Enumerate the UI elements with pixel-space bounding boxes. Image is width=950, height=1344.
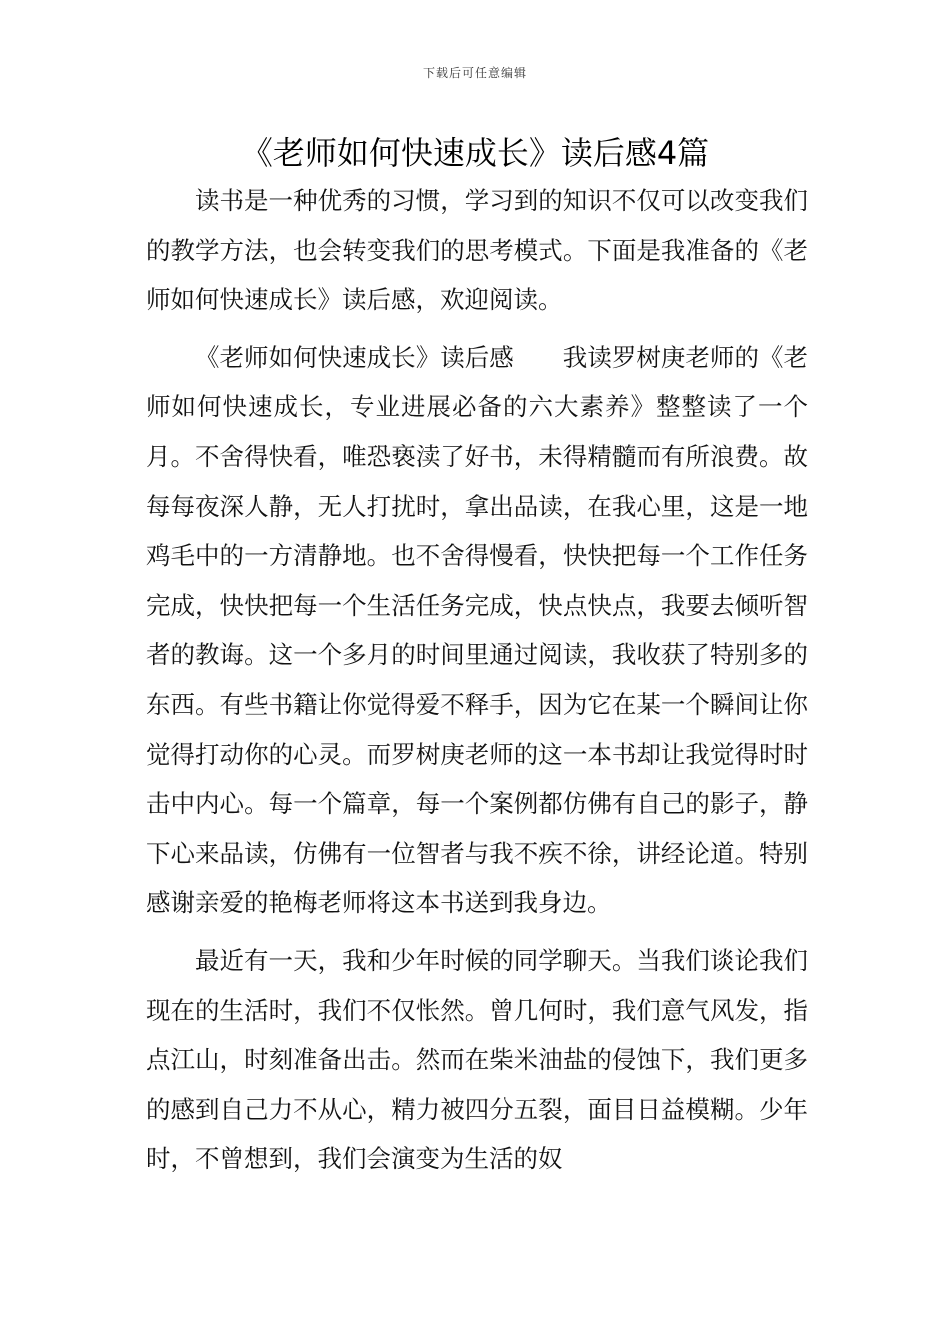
section-text: 我读罗树庚老师的《老师如何快速成长，专业进展必备的六大素养》整整读了一个月。不舍得快看，唯恐亵渎了好书，未得精髓而有所浪费。故每每夜深人静，无人打扰时，拿出品读，在我心里，这是一地鸡毛中的一方清静地。也不舍得慢看，快快把每一个工作任务完成，快快把每一个生活任务完成，快点快点，我要去倾听智者的教诲。这一个多月的时间里通过阅读，我收获了特别多的东西。有些书籍让你觉得爱不释手，因为它在某一个瞬间让你觉得打动你的心灵。而罗树庚老师的这一本书却让我觉得时时击中内心。每一个篇章，每一个案例都仿佛有自己的影子，静下心来品读，仿佛有一位智者与我不疾不徐，讲经论道。特别感谢亲爱的艳梅老师将这本书送到我身边。 [146,342,809,918]
page-title: 《老师如何快速成长》读后感4篇 [240,134,710,172]
section-heading: 《老师如何快速成长》读后感 [195,342,514,372]
header-note: 下载后可任意编辑 [422,66,527,80]
document-body [146,176,808,1184]
section-paragraph [146,333,808,928]
intro-paragraph: 读书是一种优秀的习惯，学习到的知识不仅可以改变我们的教学方法，也会转变我们的思考模式。下面是我准备的《老师如何快速成长》读后感，欢迎阅读。 [146,186,808,315]
body-paragraph: 最近有一天，我和少年时候的同学聊天。当我们谈论我们现在的生活时，我们不仅怅然。曾几何时，我们意气风发，指点江山，时刻准备出击。然而在柴米油盐的侵蚀下，我们更多的感到自己力不从心，精力被四分五裂，面目日益模糊。少年时，不曾想到，我们会演变为生活的奴 [146,945,808,1174]
